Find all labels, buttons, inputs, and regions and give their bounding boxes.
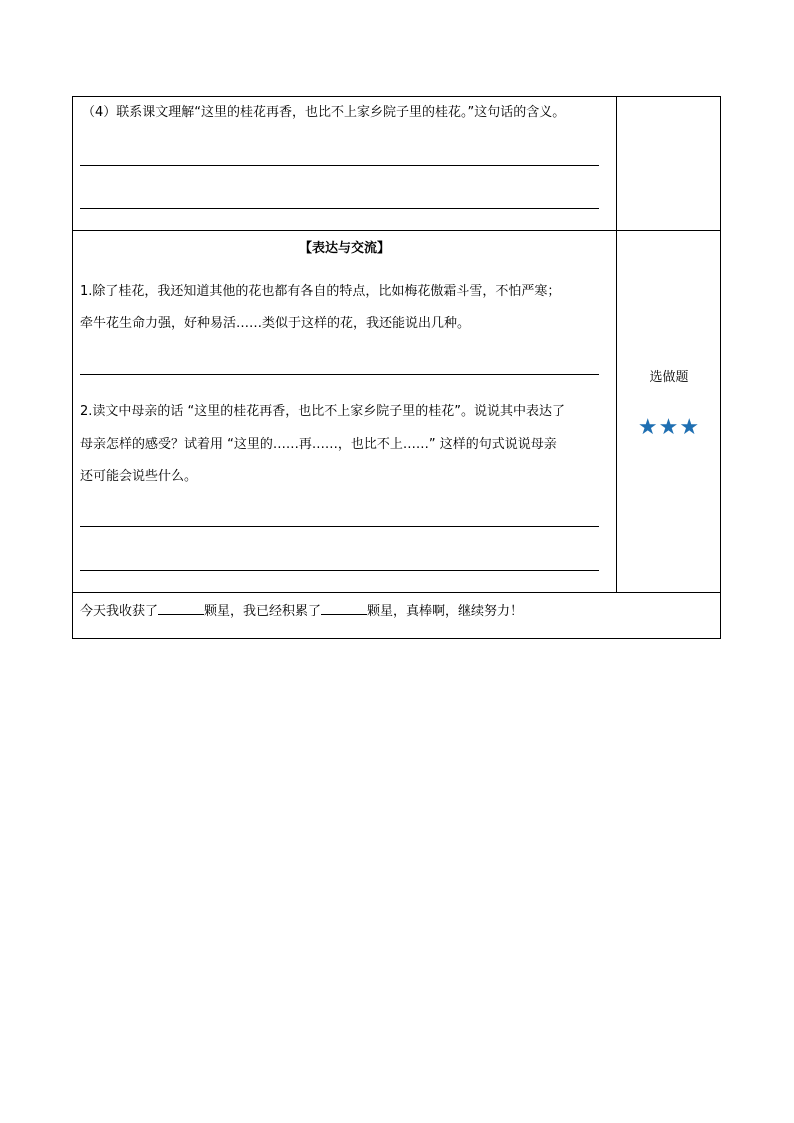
footer-text-2: 颗星，我已经积累了 (204, 604, 322, 619)
row-divider-2 (73, 592, 720, 593)
worksheet-table (72, 96, 721, 639)
answer-line-q2-2[interactable] (80, 570, 599, 571)
question-1-line-2: 牵牛花生命力强，好种易活……类似于这样的花，我还能说出几种。 (80, 316, 471, 331)
answer-line-q4-2[interactable] (80, 208, 599, 209)
stars-accumulated-blank[interactable] (321, 600, 367, 615)
stars-earned-today-blank[interactable] (158, 600, 204, 615)
star-rating-icon: ★★★ (637, 415, 701, 440)
row-divider-1 (73, 230, 720, 231)
answer-line-q4-1[interactable] (80, 165, 599, 166)
question-2-line-3: 还可能会说些什么。 (80, 469, 198, 484)
column-divider (616, 97, 617, 592)
question-4-text: （4）联系课文理解“这里的桂花再香，也比不上家乡院子里的桂花。”这句话的含义。 (82, 105, 566, 120)
footer-text-3: 颗星，真棒啊，继续努力！ (367, 604, 524, 619)
section-title: 【表达与交流】 (298, 241, 390, 256)
answer-line-q2-1[interactable] (80, 526, 599, 527)
footer-sentence (80, 600, 523, 622)
question-2-line-2: 母亲怎样的感受？试着用 “这里的……再……，也比不上……” 这样的句式说说母亲 (80, 437, 557, 452)
footer-text-1: 今天我收获了 (80, 604, 159, 619)
optional-question-label: 选做题 (649, 370, 689, 385)
question-2-line-1: 2.读文中母亲的话 “这里的桂花再香，也比不上家乡院子里的桂花”。说说其中表达了 (80, 404, 566, 419)
question-1-line-1: 1.除了桂花，我还知道其他的花也都有各自的特点，比如梅花傲霜斗雪，不怕严寒； (80, 284, 561, 299)
answer-line-q1[interactable] (80, 374, 599, 375)
